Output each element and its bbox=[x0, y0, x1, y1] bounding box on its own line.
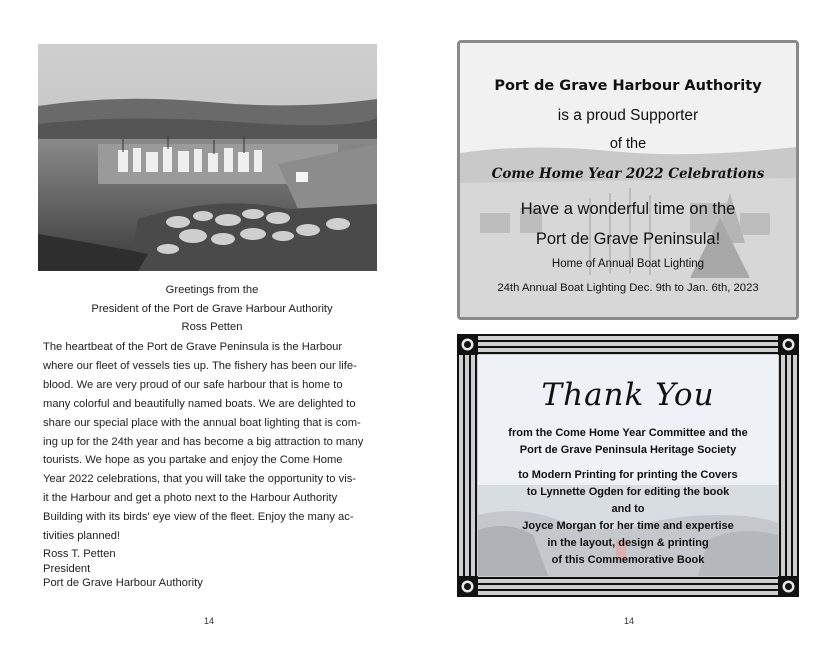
letter-line: blood. We are very proud of our safe harbour that is home to bbox=[43, 378, 343, 391]
greeting-line-2: President of the Port de Grave Harbour Authority bbox=[91, 303, 333, 315]
thanks-line: to Lynnette Ogden for editing the book bbox=[526, 486, 730, 498]
ad-line: is a proud Supporter bbox=[557, 107, 699, 124]
ad-title: Port de Grave Harbour Authority bbox=[494, 78, 762, 94]
thanks-line: Joyce Morgan for her time and expertise bbox=[522, 520, 734, 532]
signature-org: Port de Grave Harbour Authority bbox=[43, 577, 203, 589]
ad-line: of the bbox=[609, 136, 647, 152]
ad-line: Port de Grave Peninsula! bbox=[535, 230, 721, 248]
thanks-line: and to bbox=[611, 503, 645, 515]
thank-you-panel bbox=[478, 355, 778, 576]
letter-line: Year 2022 celebrations, that you will take the opportunity to vis- bbox=[43, 473, 357, 486]
greeting-line-1: Greetings from the bbox=[165, 284, 259, 296]
thanks-line: in the layout, design & printing bbox=[547, 537, 709, 549]
thanks-line: of this Commemorative Book bbox=[551, 554, 705, 566]
letter-line: The heartbeat of the Port de Grave Peninsula is the Harbour bbox=[43, 341, 343, 353]
president-letter bbox=[43, 338, 381, 546]
signature-block bbox=[43, 547, 203, 591]
letter-line: tourists. We hope as you partake and enjoy the Come Home bbox=[43, 454, 343, 467]
page-number-right: 14 bbox=[624, 616, 635, 626]
letter-line: where our fleet of vessels ties up. The fishery has been our life- bbox=[43, 359, 357, 372]
thank-you-script: Thank You bbox=[541, 377, 715, 413]
letter-line: tivities planned! bbox=[43, 530, 121, 543]
thanks-line: to Modern Printing for printing the Covers bbox=[518, 469, 738, 481]
ad-celebration-title: Come Home Year 2022 Celebrations bbox=[491, 166, 765, 182]
signature-title: President bbox=[43, 562, 91, 575]
harbour-photo bbox=[38, 44, 377, 271]
harbour-authority-ad bbox=[457, 40, 799, 320]
letter-line: it the Harbour and get a photo next to the Harbour Authority bbox=[43, 492, 338, 505]
thanks-line: Port de Grave Peninsula Heritage Society bbox=[519, 444, 737, 456]
thanks-line: from the Come Home Year Committee and the bbox=[508, 427, 748, 439]
letter-line: share our special place with the annual boat lighting that is com- bbox=[43, 416, 361, 429]
ad-line: Have a wonderful time on the bbox=[520, 200, 736, 218]
letter-line: many colorful and beautifully named boats. We are delighted to bbox=[43, 397, 356, 410]
greeting-line-3: Ross Petten bbox=[181, 321, 243, 333]
page-number-left: 14 bbox=[204, 616, 215, 626]
signature-name: Ross T. Petten bbox=[43, 548, 116, 560]
letter-line: ing up for the 24th year and has become a big attraction to many bbox=[43, 435, 364, 448]
ad-boat-lighting-dates: 24th Annual Boat Lighting Dec. 9th to Jan. 6th, 2023 bbox=[497, 282, 759, 294]
thank-you-card bbox=[457, 334, 799, 597]
letter-line: Building with its birds' eye view of the fleet. Enjoy the many ac- bbox=[43, 511, 354, 524]
ad-line: Home of Annual Boat Lighting bbox=[551, 258, 705, 270]
